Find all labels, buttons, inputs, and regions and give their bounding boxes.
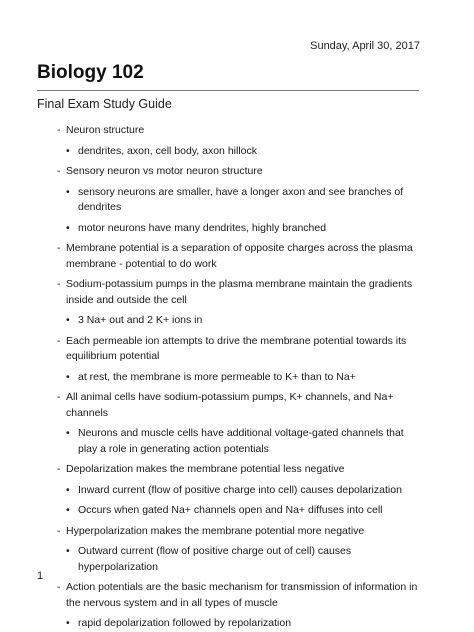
document-title: Biology 102 bbox=[37, 62, 144, 83]
bullet-marker: • bbox=[66, 617, 70, 629]
item-text: Sodium-potassium pumps in the plasma membrane maintain the gradients inside and outside the cell bbox=[66, 278, 413, 306]
outline-subitem bbox=[0, 616, 421, 632]
outline-subitem bbox=[0, 426, 421, 457]
outline-item bbox=[0, 241, 421, 272]
outline-item bbox=[0, 164, 421, 180]
item-text: All animal cells have sodium-potassium pumps, K+ channels, and Na+ channels bbox=[66, 391, 394, 419]
outline-subitem bbox=[0, 483, 421, 499]
outline-subitem bbox=[0, 185, 421, 216]
item-text: Outward current (flow of positive charge out of cell) causes hyperpolarization bbox=[78, 545, 352, 573]
outline-subitem bbox=[0, 144, 421, 160]
outline-subitem bbox=[0, 503, 421, 519]
outline-item bbox=[0, 390, 421, 421]
outline-subitem bbox=[0, 544, 421, 575]
item-text: 3 Na+ out and 2 K+ ions in bbox=[78, 314, 203, 326]
item-text: rapid depolarization followed by repolarization bbox=[78, 617, 292, 629]
title-divider bbox=[37, 90, 419, 91]
bullet-marker: • bbox=[66, 314, 70, 326]
dash-marker: - bbox=[57, 463, 61, 475]
dash-marker: - bbox=[57, 278, 61, 290]
dash-marker: - bbox=[57, 165, 61, 177]
outline-subitem bbox=[0, 370, 421, 386]
outline-subitem bbox=[0, 221, 421, 237]
bullet-marker: • bbox=[66, 483, 70, 496]
dash-marker: - bbox=[57, 334, 61, 347]
item-text: motor neurons have many dendrites, highly branched bbox=[78, 221, 327, 234]
dash-marker: - bbox=[57, 391, 61, 403]
dash-marker: - bbox=[57, 524, 61, 537]
outline-item bbox=[0, 277, 421, 308]
dash-marker: - bbox=[57, 124, 61, 136]
dash-marker: - bbox=[57, 581, 61, 593]
item-text: Membrane potential is a separation of opposite charges across the plasma membrane - potential to do work bbox=[66, 242, 413, 270]
item-text: Neuron structure bbox=[66, 124, 145, 136]
item-text: sensory neurons are smaller, have a longer axon and see branches of dendrites bbox=[78, 185, 404, 213]
bullet-marker: • bbox=[66, 504, 70, 516]
outline-item bbox=[0, 334, 421, 365]
item-text: Sensory neuron vs motor neuron structure bbox=[66, 165, 263, 177]
bullet-marker: • bbox=[66, 370, 70, 383]
outline-subitem bbox=[0, 313, 421, 329]
item-text: Action potentials are the basic mechanism for transmission of information in the nervous system and in all types of muscle bbox=[66, 581, 418, 609]
bullet-marker: • bbox=[66, 427, 70, 439]
study-guide-list bbox=[0, 118, 474, 632]
bullet-marker: • bbox=[66, 221, 70, 234]
outline-item bbox=[0, 580, 421, 611]
item-text: Inward current (flow of positive charge into cell) causes depolarization bbox=[78, 483, 402, 496]
document-date: Sunday, April 30, 2017 bbox=[310, 40, 420, 52]
outline-item bbox=[0, 123, 421, 139]
bullet-marker: • bbox=[66, 144, 70, 157]
item-text: at rest, the membrane is more permeable to K+ than to Na+ bbox=[78, 370, 356, 383]
item-text: Occurs when gated Na+ channels open and Na+ diffuses into cell bbox=[78, 504, 383, 516]
outline-item bbox=[0, 524, 421, 540]
dash-marker: - bbox=[57, 242, 61, 254]
bullet-marker: • bbox=[66, 185, 70, 198]
document-subtitle: Final Exam Study Guide bbox=[37, 97, 172, 111]
item-text: dendrites, axon, cell body, axon hillock bbox=[78, 144, 257, 157]
bullet-marker: • bbox=[66, 545, 70, 557]
page-number: 1 bbox=[37, 570, 44, 582]
item-text: Each permeable ion attempts to drive the membrane potential towards its equilibrium potential bbox=[66, 334, 407, 362]
outline-item bbox=[0, 462, 421, 478]
item-text: Hyperpolarization makes the membrane potential more negative bbox=[66, 524, 365, 537]
item-text: Neurons and muscle cells have additional voltage-gated channels that play a role in generating action potentials bbox=[78, 427, 404, 455]
item-text: Depolarization makes the membrane potential less negative bbox=[66, 463, 345, 475]
